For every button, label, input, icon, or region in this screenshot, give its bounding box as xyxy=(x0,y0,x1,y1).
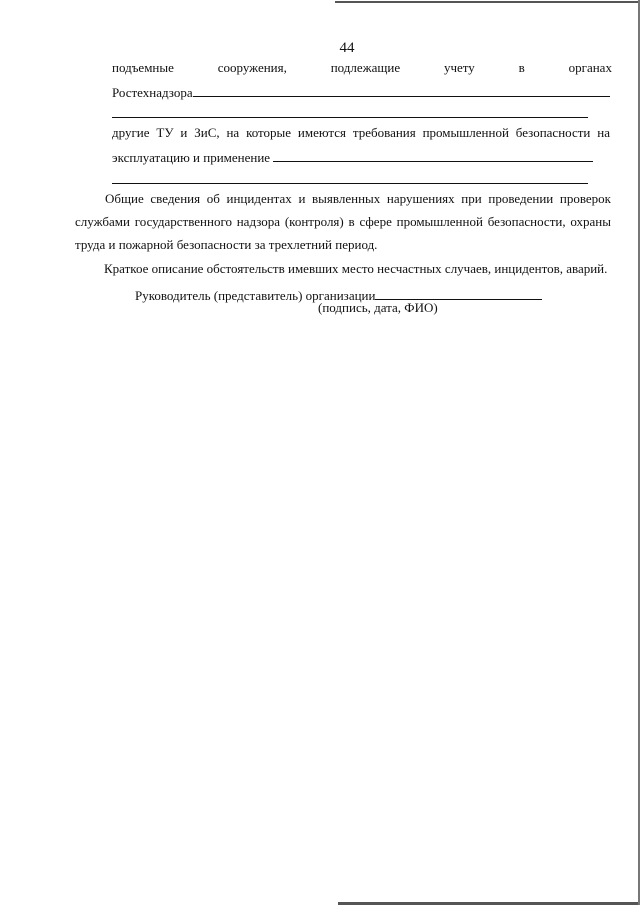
word: подъемные xyxy=(112,60,174,75)
word: промышленной xyxy=(422,125,509,140)
lifting-structures-line xyxy=(112,60,612,76)
word: ЗиС, xyxy=(194,125,220,140)
scan-border-top xyxy=(335,1,640,3)
signature-label: Руководитель (представитель) организации xyxy=(135,288,376,303)
rostekhnadzor-line xyxy=(112,83,610,101)
word: безопасности xyxy=(515,125,591,140)
brief-description: Краткое описание обстоятельств имевших место несчастных случаев, инцидентов, аварий. xyxy=(104,261,608,276)
page-number: 44 xyxy=(339,40,355,56)
general-info-paragraph xyxy=(75,187,611,256)
word: на xyxy=(226,125,240,140)
word: имеются xyxy=(297,125,347,140)
signature-caption: (подпись, дата, ФИО) xyxy=(318,300,438,315)
word: которые xyxy=(246,125,292,140)
general-info-text: Общие сведения об инцидентах и выявленных нарушениях при проведении проверок службами государственного надзора (контроля) в сфере промышленной безопасности, охраны труда и пожарной безопасности за трехлетний период. xyxy=(75,191,611,252)
word: другие xyxy=(112,125,150,140)
rostekhnadzor-blank[interactable] xyxy=(193,83,610,97)
word: сооружения, xyxy=(217,60,287,75)
operation-blank[interactable] xyxy=(273,148,593,162)
fill-in-line[interactable] xyxy=(112,183,588,184)
signature-blank[interactable] xyxy=(375,286,542,300)
other-equipment-line xyxy=(112,125,610,141)
word: и xyxy=(180,125,188,140)
operation-label: эксплуатацию и применение xyxy=(112,150,271,165)
word: требования xyxy=(352,125,416,140)
fill-in-line[interactable] xyxy=(112,117,588,118)
word: в xyxy=(518,60,525,75)
word: органах xyxy=(568,60,612,75)
word: подлежащие xyxy=(330,60,401,75)
word: ТУ xyxy=(156,125,174,140)
rostekhnadzor-label: Ростехнадзора xyxy=(112,85,193,100)
word: на xyxy=(597,125,610,140)
word: учету xyxy=(443,60,475,75)
operation-line xyxy=(112,148,593,166)
